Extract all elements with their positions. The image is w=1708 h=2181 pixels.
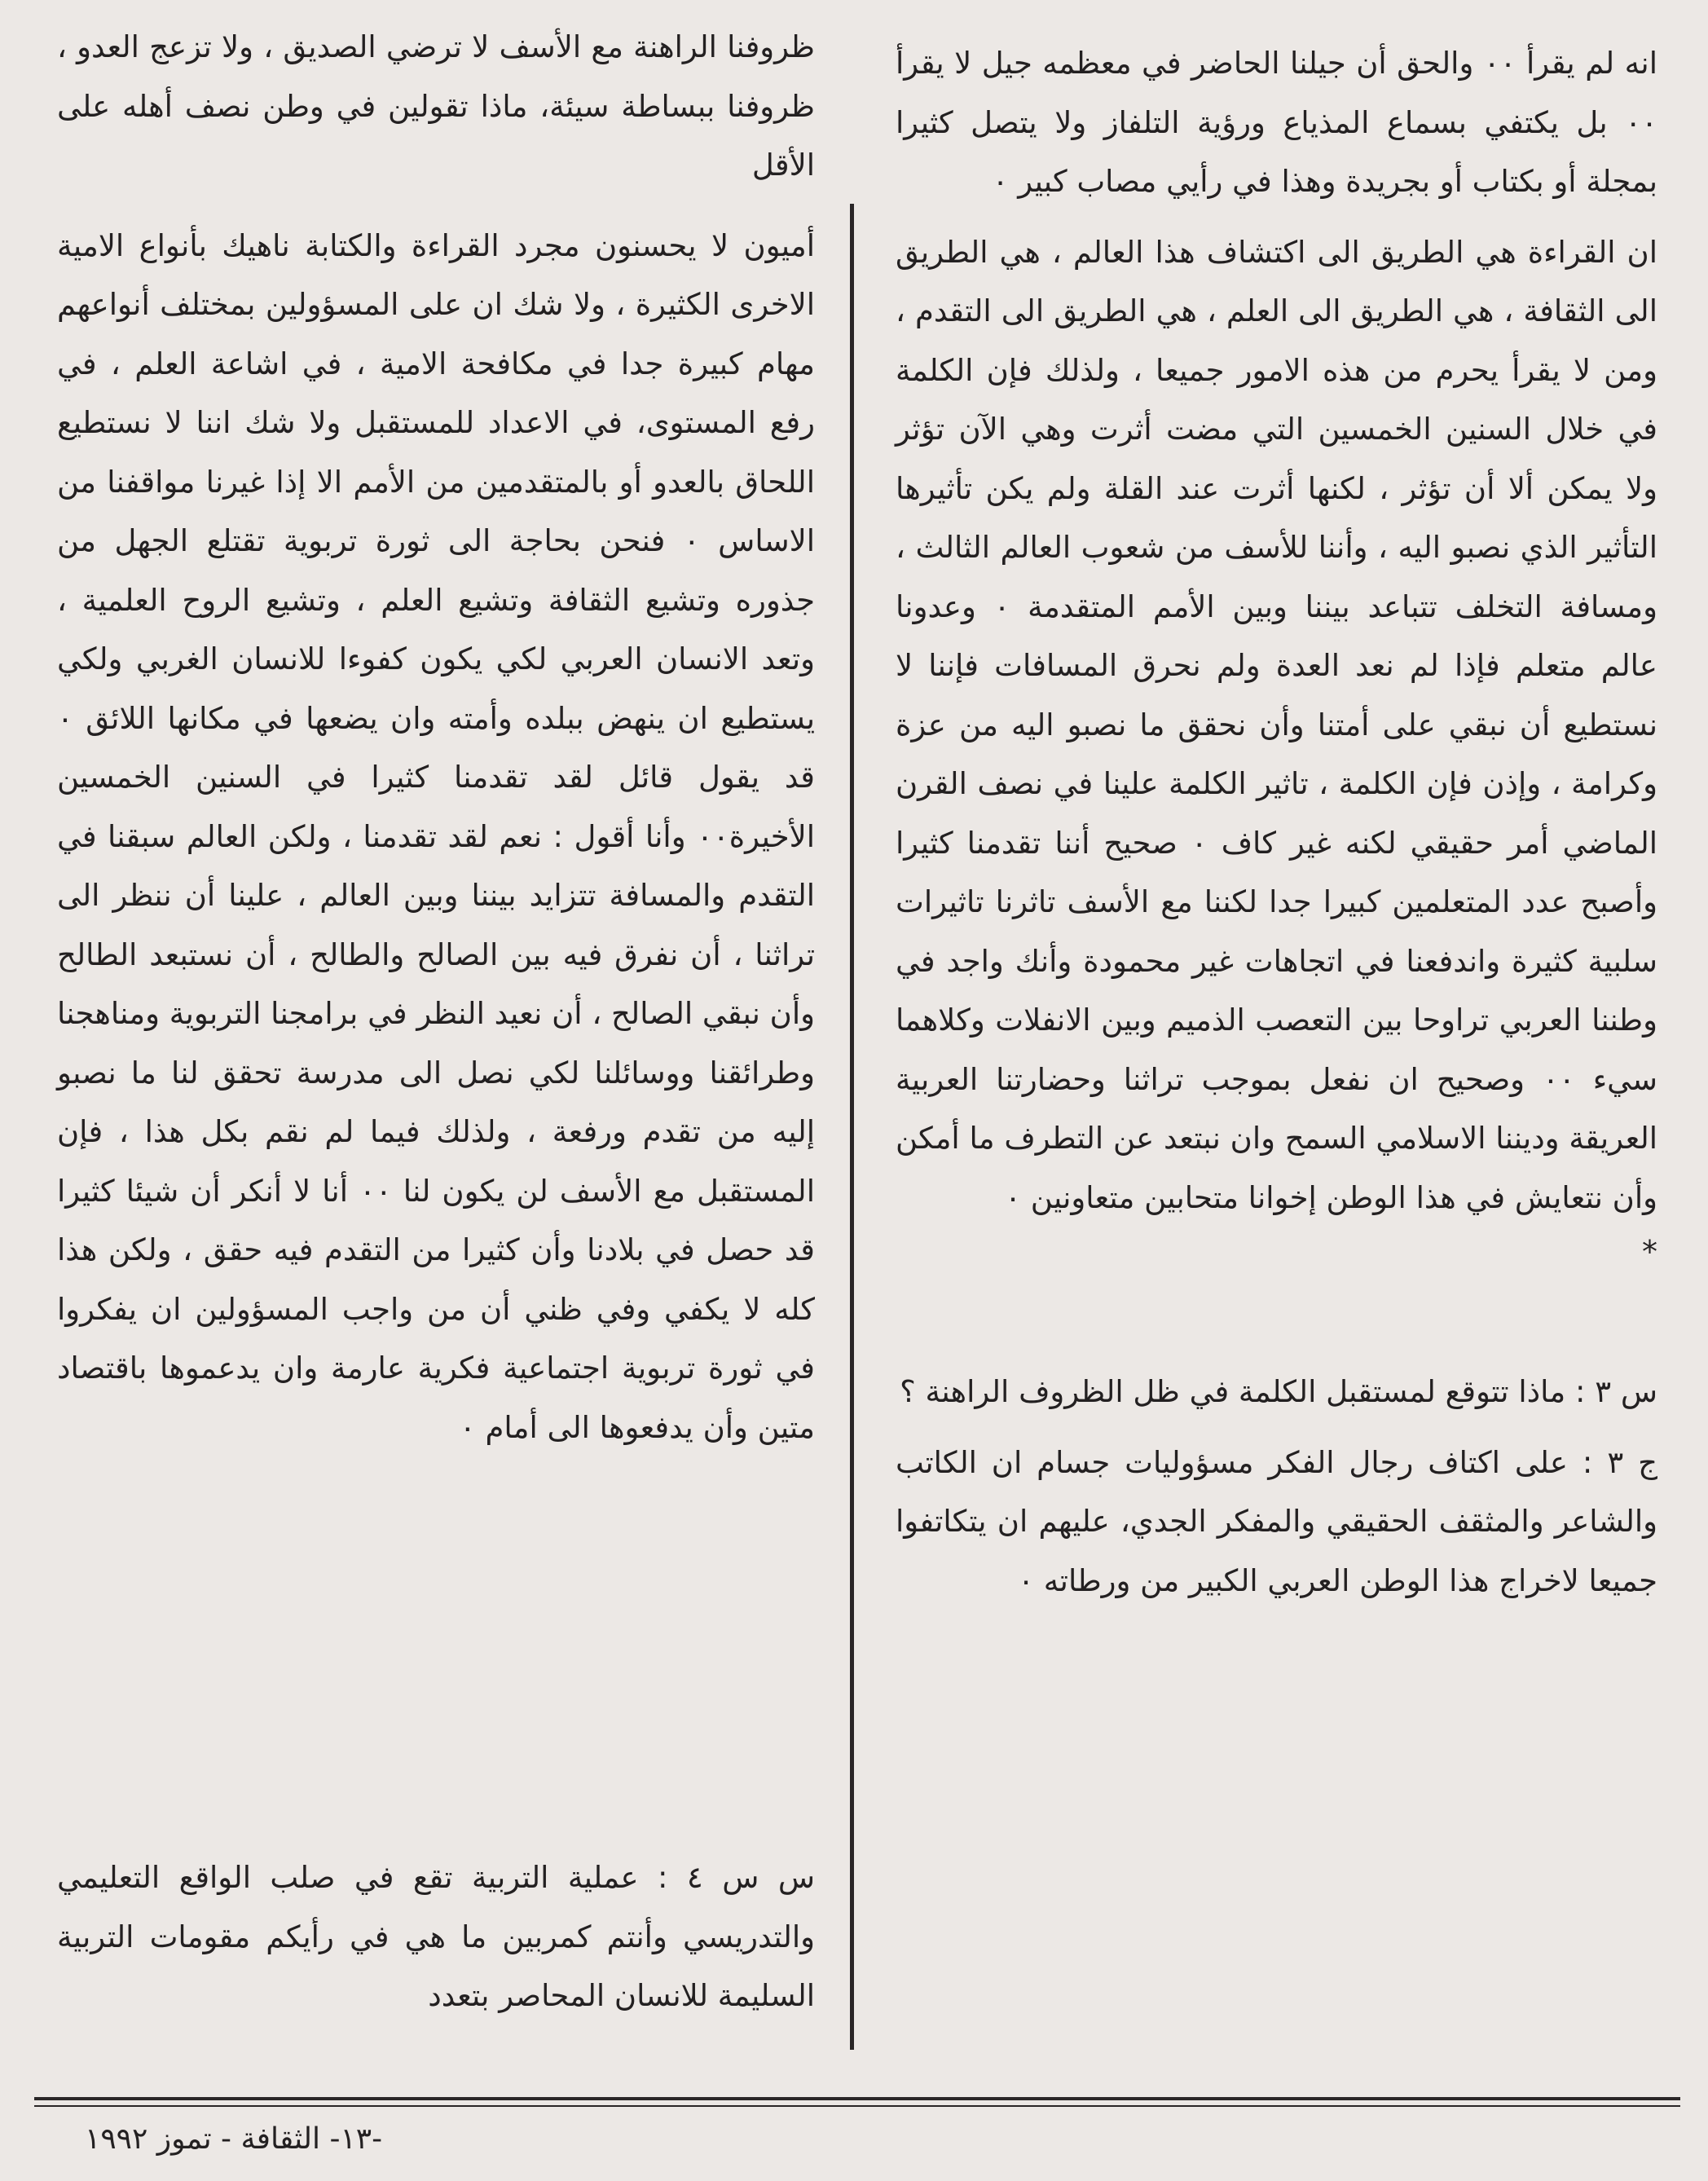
right-paragraph-2: ان القراءة هي الطريق الى اكتشاف هذا العالم ، هي الطريق الى الثقافة ، هي الطريق الى العلم ، هي الطريق الى التقدم ، ومن لا يقرأ يحرم من هذه الامور جميعا ، ولذلك فإن الكلمة في خلال السنين الخمسين التي مضت أثرت وهي الآن تؤثر ولا يمكن ألا أن تؤثر ، لكنها أثرت عند القلة ولم يكن تأثيرها التأثير الذي نصبو اليه ، وأننا للأسف من شعوب العالم الثالث ، ومسافة التخلف تتباعد بيننا وبين الأمم المتقدمة ٠ وعدونا عالم متعلم فإذا لم نعد العدة ولم نحرق المسافات فإننا لا نستطيع أن نبقي على أمتنا وأن نحقق ما نصبو اليه من عزة وكرامة ، وإذن فإن الكلمة ، تاثير الكلمة علينا في نصف القرن الماضي أمر حقيقي لكنه غير كاف ٠ صحيح أننا تقدمنا كثيرا وأصبح عدد المتعلمين كبيرا جدا لكننا مع الأسف تاثرنا تاثيرات سلبية كثيرة واندفعنا في اتجاهات غير محمودة وأنك واجد في وطننا العربي تراوحا بين التعصب الذميم وبين الانفلات وكلاهما سيء ٠٠ وصحيح ان نفعل بموجب تراثنا وحضارتنا العربية العريقة وديننا الاسلامي السمح وان نبتعد عن التطرف ما أمكن وأن نتعايش في هذا الوطن إخوانا متحابين متعاونين ٠ [896, 234, 1657, 1215]
question-4: س س ٤ : عملية التربية تقع في صلب الواقع التعليمي والتدريسي وأنتم كمربين ما هي في رأيكم مقومات التربية السليمة للانسان المحاصر بتعدد [57, 1860, 815, 2013]
answer-3: ج ٣ : على اكتاف رجال الفكر مسؤوليات جسام ان الكاتب والشاعر والمثقف الحقيقي والمفكر الجدي، عليهم ان يتكاتفوا جميعا لاخراج هذا الوطن العربي الكبير من ورطاته ٠ [896, 1444, 1657, 1598]
right-column [896, 34, 1657, 1610]
left-top-paragraph: ظروفنا الراهنة مع الأسف لا ترضي الصديق ، ولا تزعج العدو ، ظروفنا ببساطة سيئة، ماذا تقولين في وطن نصف أهله على الأقل [57, 29, 815, 183]
column-divider [850, 204, 854, 2050]
left-column [57, 18, 815, 1457]
left-main-paragraph: أميون لا يحسنون مجرد القراءة والكتابة ناهيك بأنواع الامية الاخرى الكثيرة ، ولا شك ان على المسؤولين بمختلف أنواعهم مهام كبيرة جدا في مكافحة الامية ، في اشاعة العلم ، في رفع المستوى، في الاعداد للمستقبل ولا شك اننا لا نستطيع اللحاق بالعدو أو بالمتقدمين من الأمم الا إذا غيرنا مواقفنا من الاساس ٠ فنحن بحاجة الى ثورة تربوية تقتلع الجهل من جذوره وتشيع الثقافة وتشيع العلم ، وتشيع الروح العلمية ، وتعد الانسان العربي لكي يكون كفوءا للانسان الغربي ولكي يستطيع ان ينهض ببلده وأمته وان يضعها في مكانها اللائق ٠ قد يقول قائل لقد تقدمنا كثيرا في السنين الخمسين الأخيرة٠٠ وأنا أقول : نعم لقد تقدمنا ، ولكن العالم سبقنا في التقدم والمسافة تتزايد بيننا وبين العالم ، علينا أن ننظر الى تراثنا ، أن نفرق فيه بين الصالح والطالح ، أن نستبعد الطالح وأن نبقي الصالح ، أن نعيد النظر في برامجنا التربوية ومناهجنا وطرائقنا ووسائلنا لكي نصل الى مدرسة تحقق لنا ما نصبو إليه من تقدم ورفعة ، ولذلك فيما لم نقم بكل هذا ، فإن المستقبل مع الأسف لن يكون لنا ٠٠ أنا لا أنكر أن شيئا كثيرا قد حصل في بلادنا وأن كثيرا من التقدم فيه حقق ، ولكن هذا كله لا يكفي وفي ظني أن من واجب المسؤولين ان يفكروا في ثورة تربوية اجتماعية فكرية عارمة وان يدعموها باقتصاد متين وأن يدفعوها الى أمام ٠ [57, 227, 816, 1445]
footer-rule-thin [34, 2105, 1680, 2107]
right-paragraph-1: انه لم يقرأ ٠٠ والحق أن جيلنا الحاضر في معظمه جيل لا يقرأ ٠٠ بل يكتفي بسماع المذياع ورؤية التلفاز ولا يتصل كثيرا بمجلة أو بكتاب أو بجريدة وهذا في رأيي مصاب كبير ٠ [896, 46, 1657, 199]
page-footer: -١٣- الثقافة - تموز ١٩٩٢ [85, 2122, 383, 2156]
footer-rule-thick [34, 2097, 1680, 2100]
question-3: س ٣ : ماذا تتوقع لمستقبل الكلمة في ظل الظروف الراهنة ؟ [900, 1374, 1657, 1409]
section-separator: * [1642, 1234, 1657, 1270]
